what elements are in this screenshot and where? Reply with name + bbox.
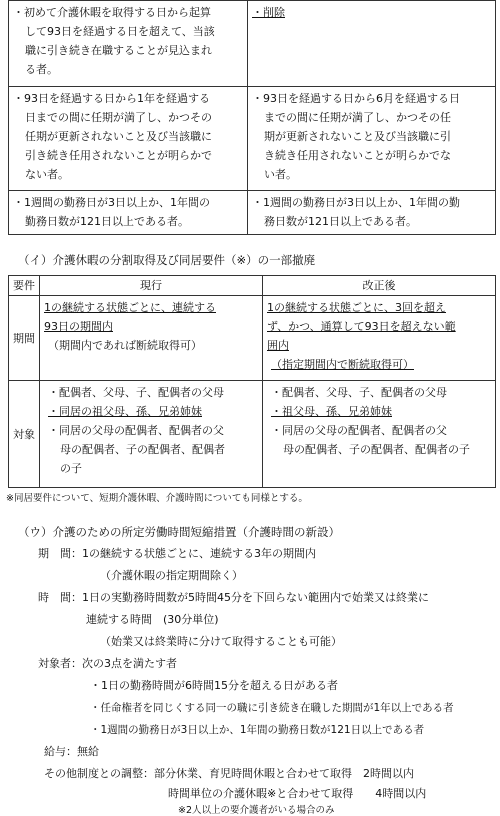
cell-right bbox=[248, 191, 496, 235]
text-line: 期 間：1の継続する状態ごとに、連続する3年の期間内 bbox=[38, 547, 316, 560]
cell-period-revised bbox=[263, 296, 496, 381]
text-line: ・祖父母、孫、兄弟姉妹 bbox=[271, 405, 392, 418]
text-line: 1の継続する状態ごとに、連続する bbox=[44, 301, 216, 314]
eligibility-item: ・1週間の勤務日が3日以上か、1年間の勤務日数が121日以上である者 bbox=[90, 724, 425, 736]
cell-period-current bbox=[40, 296, 263, 381]
text-line: ない者。 bbox=[25, 168, 69, 181]
text-line: 囲内 bbox=[267, 339, 289, 352]
text-line: ・93日を経過する日から6月を経過する日 bbox=[252, 92, 460, 105]
row-label-target: 対象 bbox=[9, 381, 40, 488]
text-line: い者。 bbox=[264, 168, 297, 181]
text-line: 勤務日数が121日以上である者。 bbox=[25, 215, 189, 228]
time-line: 時 間：1日の実勤務時間数が5時間45分を下回らない範囲内で始業又は終業に bbox=[38, 591, 429, 604]
footnote-cohabitation: ※同居要件について、短期介護休暇、介護時間についても同様とする。 bbox=[6, 493, 308, 504]
adjustment-line-2: 時間単位の介護休暇※と合わせて取得 4時間以内 bbox=[168, 787, 427, 800]
time-line-cont: 連続する時間 (30分単位) bbox=[86, 613, 219, 626]
comparison-table-split bbox=[8, 275, 496, 488]
text-line: の子 bbox=[60, 462, 82, 475]
text-line: ・1週間の勤務日が3日以上か、1年間の bbox=[13, 196, 210, 209]
table-row bbox=[9, 191, 496, 235]
text-line: ず、かつ、通算して93日を超えない範 bbox=[267, 320, 456, 333]
text-line: ・同居の父母の配偶者、配偶者の父 bbox=[48, 424, 224, 437]
text-line: （指定期間内で断続取得可） bbox=[271, 358, 414, 371]
text-line: 93日の期間内 bbox=[44, 320, 113, 333]
text-line: 母の配偶者、子の配偶者、配偶者 bbox=[60, 443, 225, 456]
text-line: 日までの間に任期が満了し、かつその bbox=[25, 111, 212, 124]
period-line bbox=[38, 544, 316, 564]
text-line: る者。 bbox=[25, 63, 58, 76]
header-current: 現行 bbox=[40, 276, 263, 296]
cell-right bbox=[248, 1, 496, 87]
text-line: ・配偶者、父母、子、配偶者の父母 bbox=[48, 386, 224, 399]
text-line: ・配偶者、父母、子、配偶者の父母 bbox=[271, 386, 447, 399]
row-label-period: 期間 bbox=[9, 296, 40, 381]
header-requirement: 要件 bbox=[9, 276, 40, 296]
text-line: ・同居の父母の配偶者、配偶者の父 bbox=[271, 424, 447, 437]
period-note: （介護休暇の指定期間除く） bbox=[100, 569, 243, 582]
eligibility-line: 対象者：次の3点を満たす者 bbox=[38, 657, 177, 670]
text-line: き続き任用されないことが明らかでな bbox=[264, 149, 451, 162]
text-line: ・1週間の勤務日が3日以上か、1年間の勤 bbox=[252, 196, 460, 209]
section-title: （イ）介護休暇の分割取得及び同居要件（※）の一部撤廃 bbox=[18, 253, 316, 267]
adjustment-line: その他制度との調整：部分休業、育児時間休暇と合わせて取得 2時間以内 bbox=[44, 767, 414, 780]
text-line: 1の継続する状態ごとに、3回を超え bbox=[267, 301, 446, 314]
cell-right bbox=[248, 87, 496, 191]
eligibility-item: ・任命権者を同じくする同一の職に引き続き在職した期間が1年以上である者 bbox=[90, 702, 454, 714]
text-line: して93日を経過する日を超えて、当該 bbox=[25, 25, 215, 38]
comparison-table-top bbox=[8, 0, 496, 235]
cell-left bbox=[9, 191, 248, 235]
time-note: （始業又は終業時に分けて取得することも可能） bbox=[100, 635, 342, 648]
table-row bbox=[9, 87, 496, 191]
header-revised: 改正後 bbox=[263, 276, 496, 296]
footnote-multiple-care: ※2人以上の要介護者がいる場合のみ bbox=[178, 805, 335, 816]
cell-left bbox=[9, 87, 248, 191]
text-line: 期が更新されないこと及び当該職に引 bbox=[264, 130, 451, 143]
eligibility-item: ・1日の勤務時間が6時間15分を超える日がある者 bbox=[90, 679, 338, 692]
text-line: ・削除 bbox=[252, 6, 285, 19]
text-line: ・初めて介護休暇を取得する日から起算 bbox=[13, 6, 211, 19]
table-row-target bbox=[9, 381, 496, 488]
salary-line: 給与：無給 bbox=[44, 745, 99, 758]
text-line: （期間内であれば断続取得可） bbox=[48, 339, 202, 352]
text-line: 任期が更新されないこと及び当該職に bbox=[25, 130, 212, 143]
text-line: 引き続き任用されないことが明らかで bbox=[25, 149, 212, 162]
text-line: までの間に任期が満了し、かつその任 bbox=[264, 111, 451, 124]
text-line: ・同居の祖父母、孫、兄弟姉妹 bbox=[48, 405, 202, 418]
text-line: 務日数が121日以上である者。 bbox=[264, 215, 417, 228]
text-line: 職に引き続き在職することが見込まれ bbox=[25, 44, 212, 57]
text-line: ・93日を経過する日から1年を経過する bbox=[13, 92, 210, 105]
cell-left bbox=[9, 1, 248, 87]
cell-target-revised bbox=[263, 381, 496, 488]
section-title: （ウ）介護のための所定労働時間短縮措置（介護時間の新設） bbox=[18, 525, 340, 539]
text-line: 母の配偶者、子の配偶者、配偶者の子 bbox=[283, 443, 470, 456]
table-row-period bbox=[9, 296, 496, 381]
table-row bbox=[9, 1, 496, 87]
cell-target-current bbox=[40, 381, 263, 488]
table-header-row bbox=[9, 276, 496, 296]
